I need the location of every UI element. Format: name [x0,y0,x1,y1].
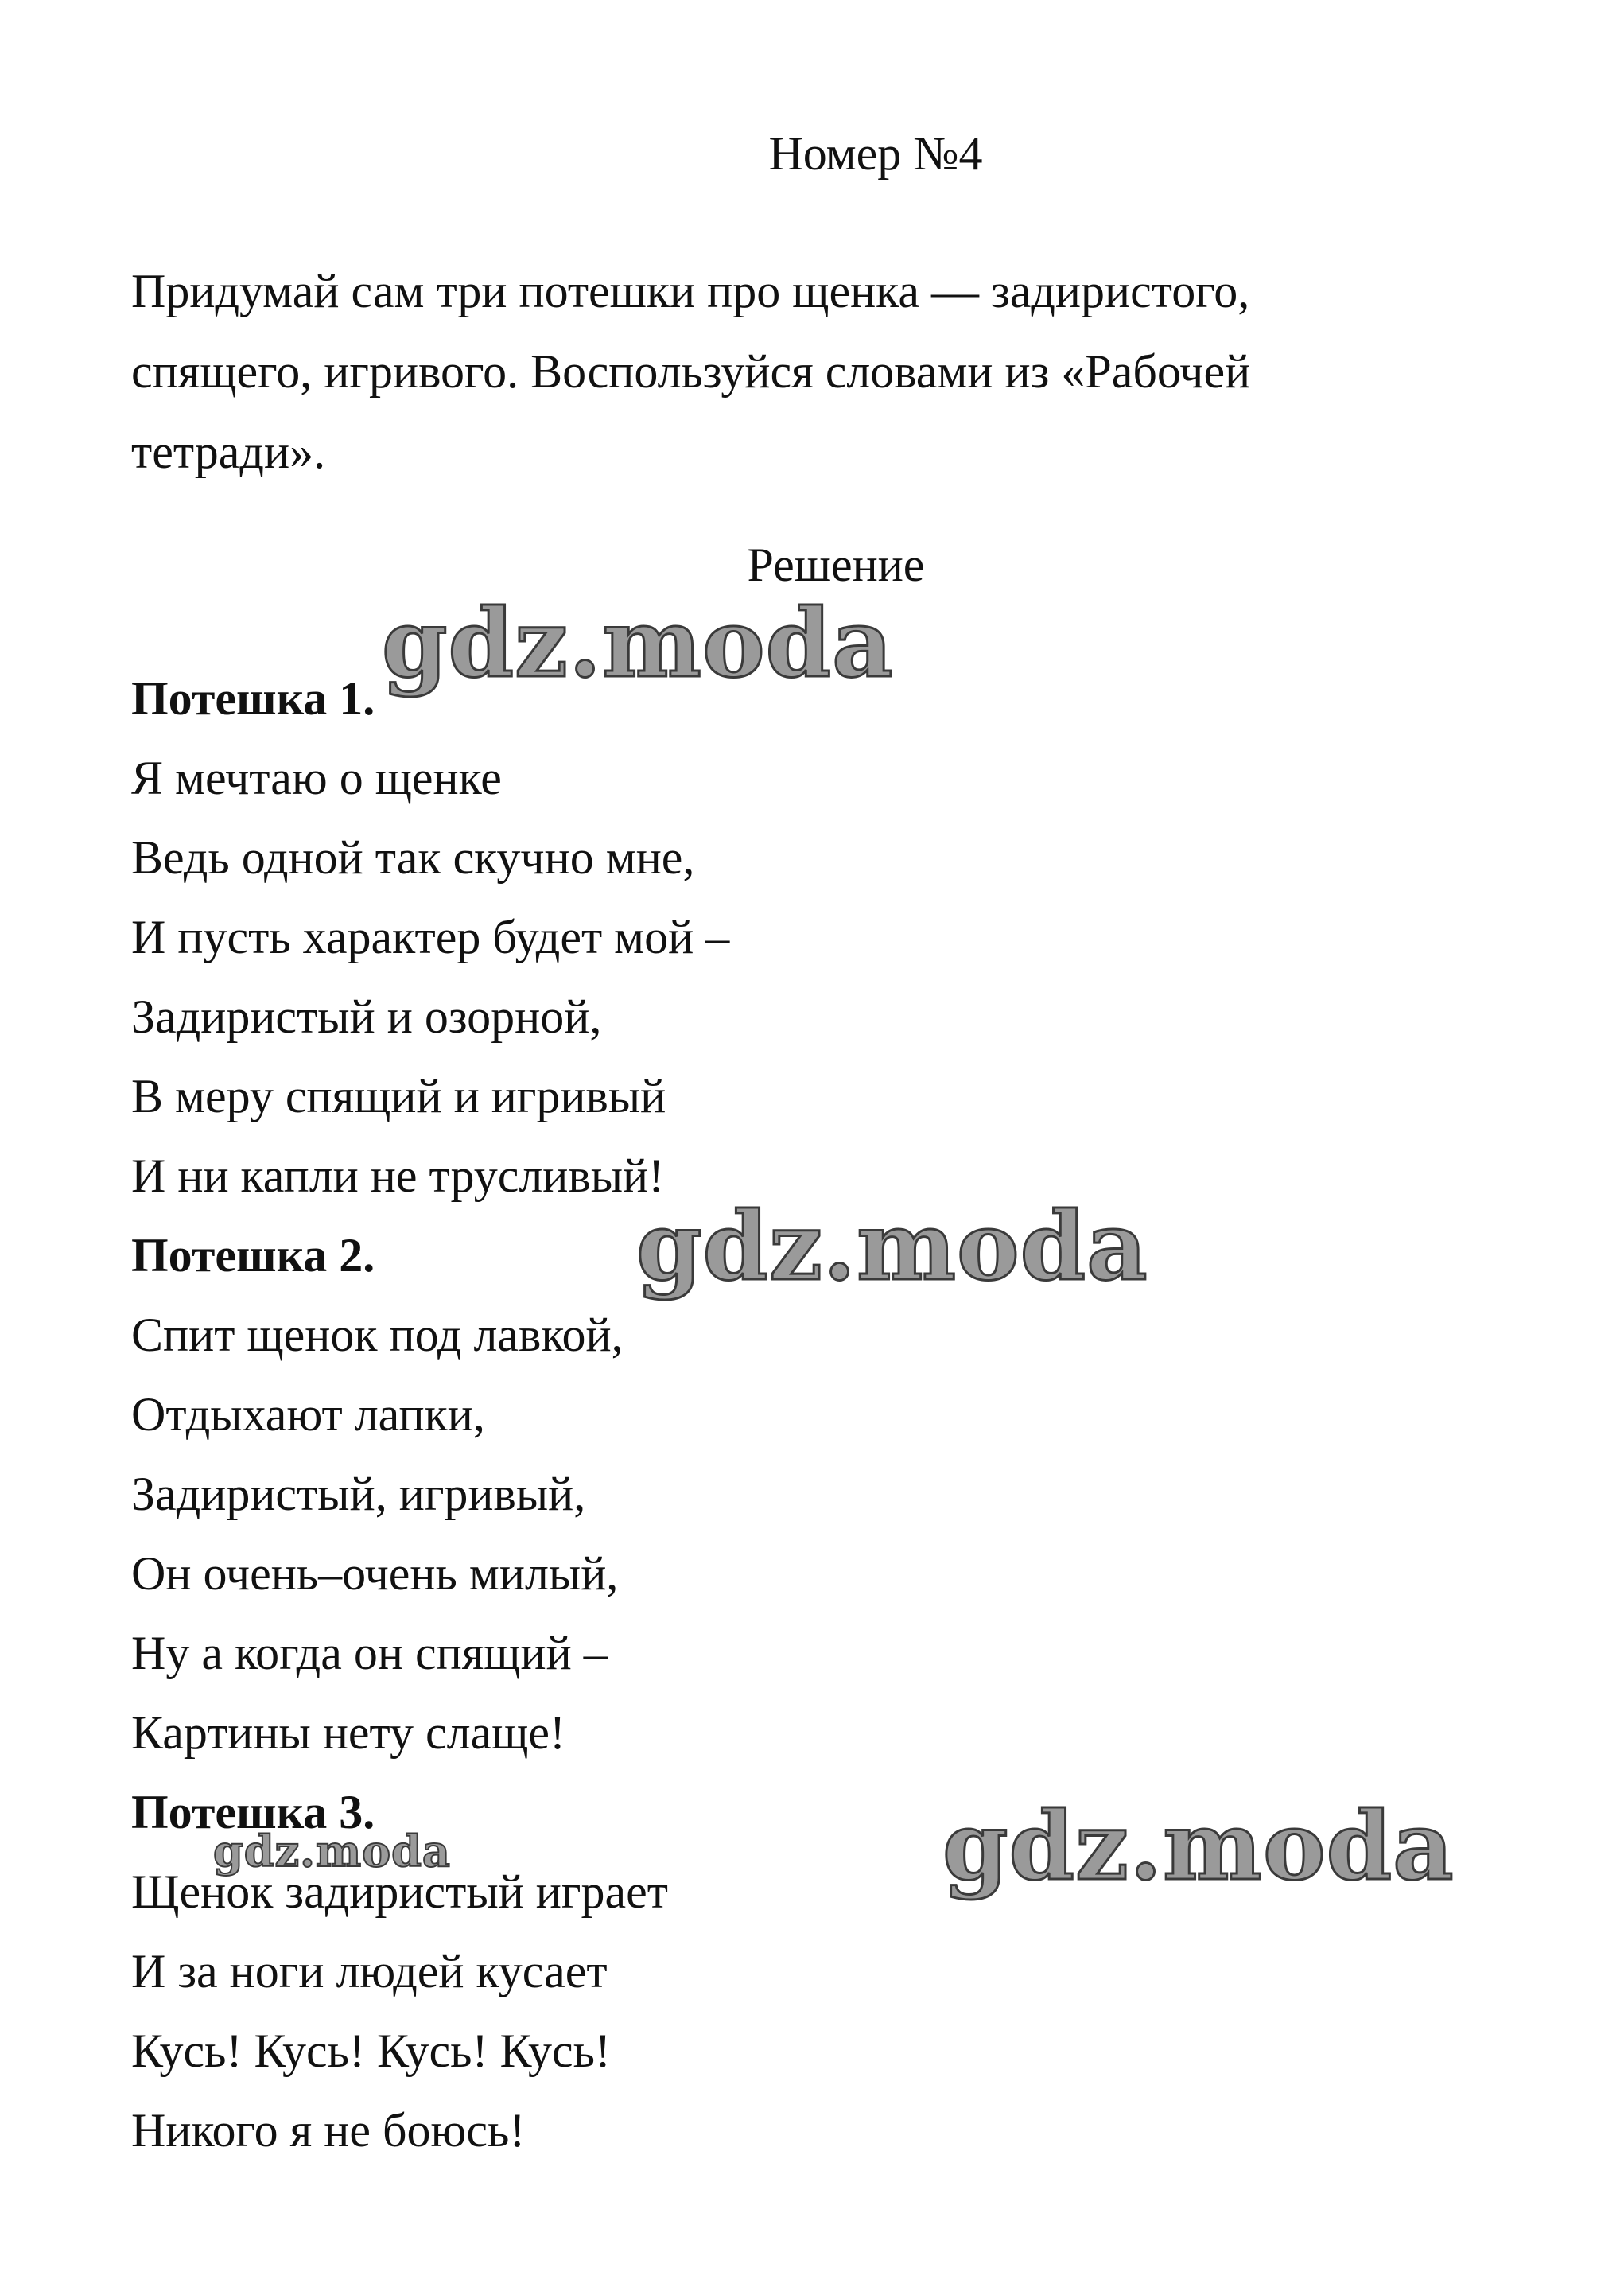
poem-1-heading: Потешка 1. [131,672,375,725]
poem-2-line: Отдыхают лапки, [131,1388,485,1441]
task-line: тетради». [131,426,326,478]
poem-3-line: И за ноги людей кусает [131,1945,608,1997]
poem-1-line: Задиристый и озорной, [131,990,602,1043]
watermark: gdz.moda [382,588,894,698]
poem-1-line: В меру спящий и игривый [131,1070,666,1122]
watermark: gdz.moda [942,1791,1455,1901]
poem-3-heading: Потешка 3. [131,1786,375,1838]
poem-2-line: Картины нету слаще! [131,1706,566,1759]
poem-3-line: Кусь! Кусь! Кусь! Кусь! [131,2025,611,2077]
task-text [131,251,1499,492]
poem-2-heading: Потешка 2. [131,1229,375,1282]
poem-2-line: Ну а когда он спящий – [131,1627,608,1679]
poem-2-line: Задиристый, игривый, [131,1468,586,1520]
page-title: Номер №4 [768,127,983,180]
poem-2-line: Спит щенок под лавкой, [131,1309,624,1361]
poem-1-line: Ведь одной так скучно мне, [131,831,695,884]
task-line: Придумай сам три потешки про щенка — задиристого, [131,265,1250,317]
poem-1-line: И пусть характер будет мой – [131,911,730,963]
task-line: спящего, игривого. Воспользуйся словами из «Рабочей [131,345,1251,398]
watermark: gdz.moda [213,1826,451,1877]
poem-3-line: Никого я не боюсь! [131,2104,526,2157]
watermark: gdz.moda [636,1191,1148,1301]
solution-heading: Решение [747,539,925,591]
poem-1-line: И ни капли не трусливый! [131,1149,665,1202]
poem-1-line: Я мечтаю о щенке [131,752,502,804]
poem-2-line: Он очень–очень милый, [131,1547,619,1600]
poem-3-line: Щенок задиристый играет [131,1865,668,1918]
